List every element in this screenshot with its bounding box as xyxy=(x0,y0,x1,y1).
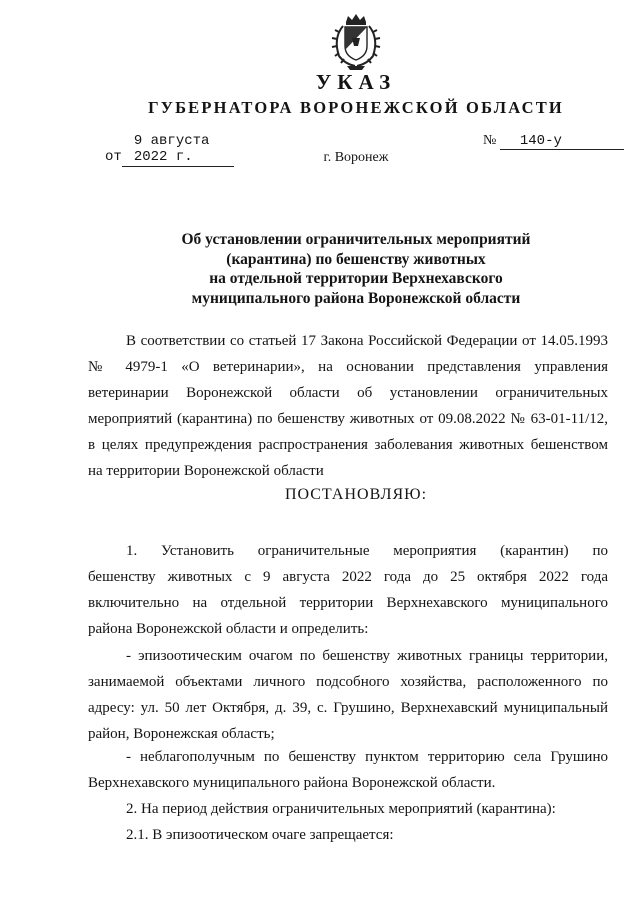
clause-1a-paragraph xyxy=(88,643,608,747)
clause-1-line: 1. Установить ограничительные мероприятия (карантин) по xyxy=(126,543,608,559)
city-name: г. Воронеж xyxy=(323,150,389,165)
document-title xyxy=(140,230,572,308)
date-value: 9 августа 2022 г. xyxy=(122,133,234,167)
number-line xyxy=(483,133,624,150)
preamble-line: в целях предупреждения распространения заболевания животных бешенством xyxy=(88,437,608,453)
document-title-line: на отдельной территории Верхнехавского xyxy=(209,270,503,287)
document-title-line: Об установлении ограничительных мероприятий xyxy=(181,231,531,248)
coat-of-arms-emblem xyxy=(327,12,385,72)
preamble-line: мероприятий (карантина) по бешенству животных от 09.08.2022 № 63-01-11/12, xyxy=(88,411,608,427)
clause-1a-line: адресу: ул. 50 лет Октября, д. 39, с. Грушино, Верхнехавский муниципальный xyxy=(88,700,608,716)
decree-title: УКАЗ xyxy=(315,70,397,94)
document-title-line: муниципального района Воронежской области xyxy=(191,289,521,307)
preamble-paragraph xyxy=(88,328,608,484)
document-title-line: (карантина) по бешенству животных xyxy=(226,250,486,268)
clause-1b-line: Верхнехавского муниципального района Воронежской области. xyxy=(88,775,496,791)
date-prefix: от xyxy=(105,149,122,165)
clause-1-line: бешенству животных с 9 августа 2022 года до 25 октября 2022 года xyxy=(88,569,608,585)
clause-1a-line: - эпизоотическим очагом по бешенству животных границы территории, xyxy=(126,648,608,664)
number-label: № xyxy=(483,133,497,148)
clause-2-line: 2. На период действия ограничительных мероприятий (карантина): xyxy=(126,801,556,817)
clause-2-paragraph xyxy=(88,796,608,848)
clause-1-paragraph xyxy=(88,538,608,642)
preamble-line: на территории Воронежской области xyxy=(88,463,324,479)
clause-1a-line: занимаемой объектами личного подсобного хозяйства, расположенного по xyxy=(88,674,608,690)
preamble-line: В соответствии со статьей 17 Закона Российской Федерации от 14.05.1993 xyxy=(126,333,608,349)
preamble-line: ветеринарии Воронежской области об установлении ограничительных xyxy=(88,385,608,401)
number-value: 140-у xyxy=(500,133,624,150)
clause-1-line: включительно на отдельной территории Верхнехавского муниципального xyxy=(88,595,608,611)
clause-1b-paragraph xyxy=(88,744,608,796)
clause-1b-line: - неблагополучным по бешенству пунктом территорию села Грушино xyxy=(126,749,608,765)
decree-subtitle: ГУБЕРНАТОРА ВОРОНЕЖСКОЙ ОБЛАСТИ xyxy=(148,98,564,117)
clause-1-line: района Воронежской области и определить: xyxy=(88,621,369,637)
clause-2-1-line: 2.1. В эпизоотическом очаге запрещается: xyxy=(126,827,394,843)
clause-1a-line: район, Воронежская область; xyxy=(88,726,275,742)
coat-of-arms-icon xyxy=(327,12,385,72)
preamble-line: № 4979-1 «О ветеринарии», на основании представления управления xyxy=(88,359,608,375)
decree-word: ПОСТАНОВЛЯЮ: xyxy=(284,486,428,503)
